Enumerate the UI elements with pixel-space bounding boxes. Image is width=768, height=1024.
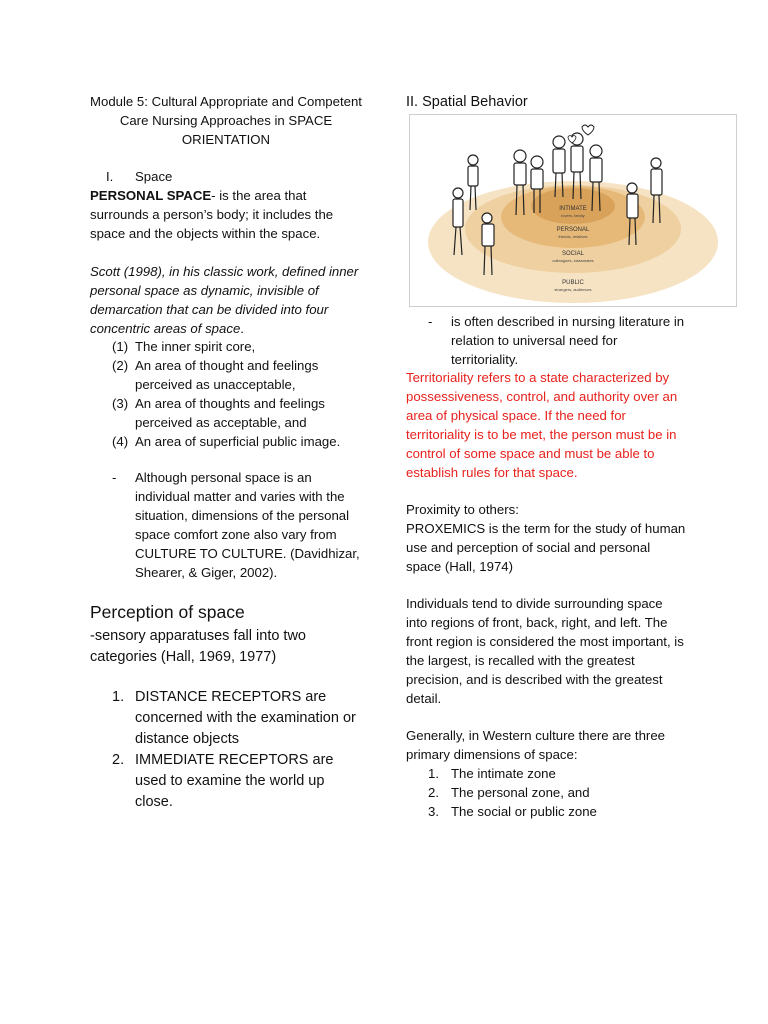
proxemics-definition: PROXEMICS is the term for the study of human use and perception of social and personal space (Hall, 1974) [406,521,686,574]
zones-list [406,764,686,821]
although-text: Although personal space is an individual matter and varies with the situation, dimensions of the personal space comfort zone also vary from CULTURE TO CULTURE. (Davidhizar, Shearer, & Giger, 2002). [135,470,360,580]
zone-label: PERSONAL [556,227,590,233]
perception-heading: Perception of space [90,602,245,622]
perception-text: -sensory apparatuses fall into two categories (Hall, 1969, 1977) [90,628,306,665]
list-item [90,687,362,750]
list-text: The personal zone, and [451,785,590,800]
list-item [90,356,362,394]
list-text: The intimate zone [451,766,556,781]
personal-space-definition [90,186,362,243]
personal-space-term: PERSONAL SPACE [90,188,212,203]
list-item [406,764,686,783]
scott-paragraph [90,262,362,338]
although-item [90,468,362,582]
section-label: Space [135,169,173,184]
territoriality-need-text: is often described in nursing literature in relation to universal need for territoriality. [451,314,685,367]
list-text: IMMEDIATE RECEPTORS are used to examine the world up close. [135,752,334,810]
receptors-list [90,687,362,813]
zone-sub: lovers, family [561,213,585,218]
territoriality-item [406,312,686,369]
list-number: (4) [112,434,129,449]
zone-label: PUBLIC [562,280,584,286]
list-number: 1. [428,766,439,781]
list-number: 1. [112,689,125,705]
scott-period: . [240,321,244,336]
spatial-behavior-heading: II. Spatial Behavior [406,94,528,110]
dash-bullet: - [112,470,117,485]
list-item [90,432,362,451]
list-item [90,394,362,432]
zone-sub: strangers, audiences [554,287,592,292]
list-item [90,750,362,813]
list-text: DISTANCE RECEPTORS are concerned with the examination or distance objects [135,689,356,747]
generally-paragraph: Generally, in Western culture there are three primary dimensions of space: [406,728,665,762]
zones-illustration [410,115,736,306]
dash-bullet: - [428,314,433,329]
list-text: The social or public zone [451,804,597,819]
list-number: 2. [112,752,125,768]
list-number: 2. [428,785,439,800]
list-number: 3. [428,804,439,819]
list-number: (3) [112,396,129,411]
module-title: Module 5: Cultural Appropriate and Competent Care Nursing Approaches in SPACE ORIENTATION [90,94,362,147]
proxemics-diagram [409,114,737,307]
zone-sub: friends, relatives [558,234,588,239]
list-item [406,783,686,802]
zone-label: INTIMATE [559,206,587,212]
individuals-paragraph: Individuals tend to divide surrounding space into regions of front, back, right, and left. The front region is considered the most important, is the largest, is recalled with the greatest precision, and is described with the greatest detail. [406,596,684,706]
list-text: The inner spirit core, [135,339,256,354]
list-text: An area of superficial public image. [135,434,341,449]
scott-text: Scott (1998), in his classic work, defined inner personal space as dynamic, invisible of demarcation that can be divided into four concentric areas of space [90,264,359,336]
list-item [406,802,686,821]
areas-list [90,337,362,451]
list-number: (2) [112,358,129,373]
list-text: An area of thought and feelings perceived as unacceptable, [135,358,319,392]
list-number: (1) [112,339,129,354]
list-text: An area of thoughts and feelings perceived as acceptable, and [135,396,325,430]
zone-sub: colleagues, classmates [552,258,594,263]
section-number: I. [106,169,114,184]
proximity-label: Proximity to others: [406,502,519,517]
territoriality-definition: Territoriality refers to a state characterized by possessiveness, control, and authority over an area of physical space. If the need for territoriality is to be met, the person must be in control of some space and must be able to establish rules for that space. [406,370,678,480]
personal-space-def-text: - is the area that surrounds a person’s body; it includes the space and the objects within the space. [90,188,334,241]
zone-label: SOCIAL [561,251,585,257]
list-item [90,337,362,356]
